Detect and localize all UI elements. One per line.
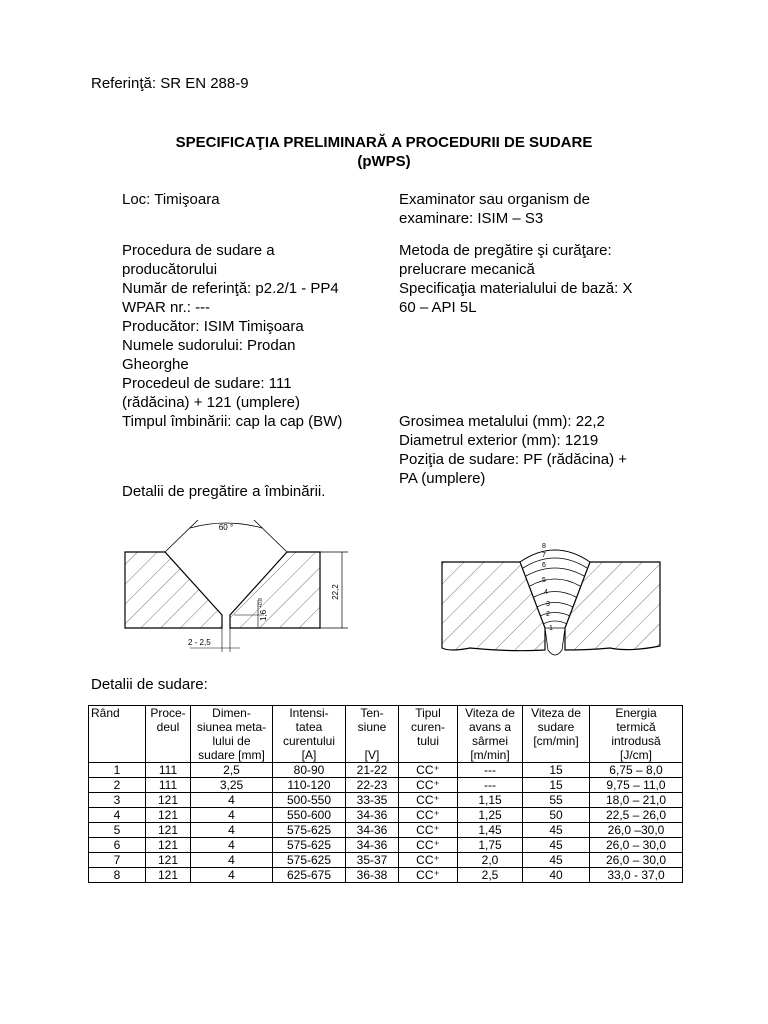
left-block-2: [122, 241, 392, 431]
row-cell: 575-625: [273, 853, 346, 868]
left-line: Procedura de sudare a: [122, 242, 275, 259]
weld-passes-drawing: [442, 543, 660, 655]
right-line: PA (umplere): [399, 470, 486, 487]
row-cell: 4: [191, 808, 273, 823]
row-cell: 34-36: [346, 838, 399, 853]
left-line-blank: [122, 209, 392, 228]
header-cell: Rând: [89, 706, 146, 763]
row-cell: CC⁺: [399, 823, 458, 838]
row-cell: 18,0 – 21,0: [590, 793, 683, 808]
row-cell: ---: [458, 778, 523, 793]
row-cell: 40: [523, 868, 590, 883]
left-line: Procedeul de sudare: 111: [122, 375, 292, 392]
pass-label: 7: [542, 552, 546, 559]
left-line: Gheorghe: [122, 356, 189, 373]
table-row: [89, 853, 683, 868]
row-cell: 121: [146, 793, 191, 808]
row-cell: 1,15: [458, 793, 523, 808]
row-cell: 26,0 – 30,0: [590, 838, 683, 853]
gap-label: 2 - 2,5: [188, 638, 211, 647]
table-row: [89, 793, 683, 808]
thickness-label: 22,2: [331, 584, 340, 600]
row-cell: 9,75 – 11,0: [590, 778, 683, 793]
angle-label: 60 °: [218, 523, 234, 532]
row-cell: 7: [89, 853, 146, 868]
pass-label: 3: [546, 601, 550, 608]
row-cell: CC⁺: [399, 763, 458, 778]
row-cell: CC⁺: [399, 778, 458, 793]
row-cell: 45: [523, 823, 590, 838]
row-cell: 21-22: [346, 763, 399, 778]
header-cell: Energia termică introdusă [J/cm]: [590, 706, 683, 763]
row-cell: CC⁺: [399, 808, 458, 823]
header-cell: Intensi- tatea curentului [A]: [273, 706, 346, 763]
row-cell: 55: [523, 793, 590, 808]
left-line: Numele sudorului: Prodan: [122, 337, 296, 354]
row-cell: CC⁺: [399, 838, 458, 853]
right-line: 60 – API 5L: [399, 299, 477, 316]
pass-label: 4: [544, 589, 548, 596]
row-cell: 22-23: [346, 778, 399, 793]
pass-label: 5: [542, 577, 546, 584]
row-cell: 4: [89, 808, 146, 823]
row-cell: 1,45: [458, 823, 523, 838]
right-line: Examinator sau organism de: [399, 191, 590, 208]
right-line: Metoda de pregătire şi curăţare:: [399, 242, 612, 259]
joint-details-heading: Detalii de pregătire a îmbinării.: [122, 483, 326, 500]
row-cell: 5: [89, 823, 146, 838]
row-cell: 6,75 – 8,0: [590, 763, 683, 778]
joint-preparation-drawing: [90, 520, 680, 670]
row-cell: 121: [146, 808, 191, 823]
right-plate: [565, 562, 660, 650]
right-line: Specificaţia materialului de bază: X: [399, 280, 633, 297]
right-column: [399, 190, 679, 488]
row-cell: 45: [523, 838, 590, 853]
left-block-1: [122, 190, 392, 228]
left-line: Număr de referinţă: p2.2/1 - PP4: [122, 280, 339, 297]
left-line: (rădăcina) + 121 (umplere): [122, 394, 301, 411]
row-cell: 110-120: [273, 778, 346, 793]
left-line: Timpul îmbinării: cap la cap (BW): [122, 413, 343, 430]
table-row: [89, 808, 683, 823]
row-cell: CC⁺: [399, 868, 458, 883]
header-cell: Viteza de avans a sârmei [m/min]: [458, 706, 523, 763]
left-line: Loc: Timişoara: [122, 191, 220, 208]
table-row: [89, 778, 683, 793]
right-plate: [230, 552, 320, 628]
header-cell: Dimen- siunea meta- lului de sudare [mm]: [191, 706, 273, 763]
row-cell: 6: [89, 838, 146, 853]
header-cell: Ten- siune [V]: [346, 706, 399, 763]
right-line: Grosimea metalului (mm): 22,2: [399, 413, 605, 430]
groove-preparation-drawing: [125, 520, 348, 652]
row-cell: 500-550: [273, 793, 346, 808]
row-cell: 26,0 – 30,0: [590, 853, 683, 868]
right-line: prelucrare mecanică: [399, 261, 535, 278]
row-cell: 4: [191, 853, 273, 868]
right-line: examinare: ISIM – S3: [399, 210, 544, 227]
right-block-2: [399, 241, 679, 317]
table-row: [89, 868, 683, 883]
row-cell: CC⁺: [399, 853, 458, 868]
left-plate: [442, 562, 545, 651]
row-cell: 34-36: [346, 823, 399, 838]
row-cell: 121: [146, 823, 191, 838]
header-cell: Tipul curen- tului: [399, 706, 458, 763]
welding-details-table: [88, 705, 683, 883]
row-cell: 121: [146, 868, 191, 883]
row-cell: ---: [458, 763, 523, 778]
row-cell: 1,25: [458, 808, 523, 823]
table-row: [89, 838, 683, 853]
row-cell: 35-37: [346, 853, 399, 868]
row-cell: 22,5 – 26,0: [590, 808, 683, 823]
row-cell: 1: [89, 763, 146, 778]
row-cell: 34-36: [346, 808, 399, 823]
row-cell: 2,5: [191, 763, 273, 778]
row-cell: 45: [523, 853, 590, 868]
row-cell: CC⁺: [399, 793, 458, 808]
pass-label: 8: [542, 543, 546, 550]
row-cell: 80-90: [273, 763, 346, 778]
header-cell: Proce- deul: [146, 706, 191, 763]
row-cell: 2,5: [458, 868, 523, 883]
row-cell: 3,25: [191, 778, 273, 793]
row-cell: 2,0: [458, 853, 523, 868]
table-row: [89, 823, 683, 838]
row-cell: 4: [191, 793, 273, 808]
row-cell: 33,0 - 37,0: [590, 868, 683, 883]
row-cell: 2: [89, 778, 146, 793]
right-line: Poziţia de sudare: PF (rădăcina) +: [399, 451, 628, 468]
table-row: [89, 763, 683, 778]
root-face-label: 1,6: [259, 609, 268, 621]
row-cell: 111: [146, 778, 191, 793]
row-cell: 625-675: [273, 868, 346, 883]
left-line: producătorului: [122, 261, 218, 278]
row-cell: 4: [191, 868, 273, 883]
right-block-1: [399, 190, 679, 228]
table-header-row: [89, 706, 683, 763]
left-plate: [125, 552, 222, 628]
right-block-3: [399, 412, 679, 488]
title-line-1: SPECIFICAŢIA PRELIMINARĂ A PROCEDURII DE SUDARE: [175, 134, 593, 151]
row-cell: 15: [523, 763, 590, 778]
row-cell: 15: [523, 778, 590, 793]
row-cell: 36-38: [346, 868, 399, 883]
row-cell: 8: [89, 868, 146, 883]
row-cell: 3: [89, 793, 146, 808]
reference-line: Referinţă: SR EN 288-9: [91, 75, 249, 92]
title-line-2: (pWPS): [357, 153, 411, 170]
pass-label: 2: [546, 611, 550, 618]
row-cell: 33-35: [346, 793, 399, 808]
left-line: Producător: ISIM Timişoara: [122, 318, 304, 335]
row-cell: 4: [191, 838, 273, 853]
header-cell: Viteza de sudare [cm/min]: [523, 706, 590, 763]
left-line: WPAR nr.: ---: [122, 299, 211, 316]
row-cell: 26,0 –30,0: [590, 823, 683, 838]
row-cell: 111: [146, 763, 191, 778]
row-cell: 121: [146, 838, 191, 853]
row-cell: 4: [191, 823, 273, 838]
document-title: [0, 133, 768, 171]
row-cell: 1,75: [458, 838, 523, 853]
left-column: [122, 190, 392, 431]
root-face-tolerance: +0,8: [258, 598, 264, 608]
row-cell: 575-625: [273, 838, 346, 853]
pass-label: 6: [542, 562, 546, 569]
right-line: Diametrul exterior (mm): 1219: [399, 432, 599, 449]
row-cell: 121: [146, 853, 191, 868]
pass-label: 1: [549, 625, 553, 632]
welding-details-heading: Detalii de sudare:: [91, 676, 208, 693]
row-cell: 550-600: [273, 808, 346, 823]
row-cell: 50: [523, 808, 590, 823]
row-cell: 575-625: [273, 823, 346, 838]
